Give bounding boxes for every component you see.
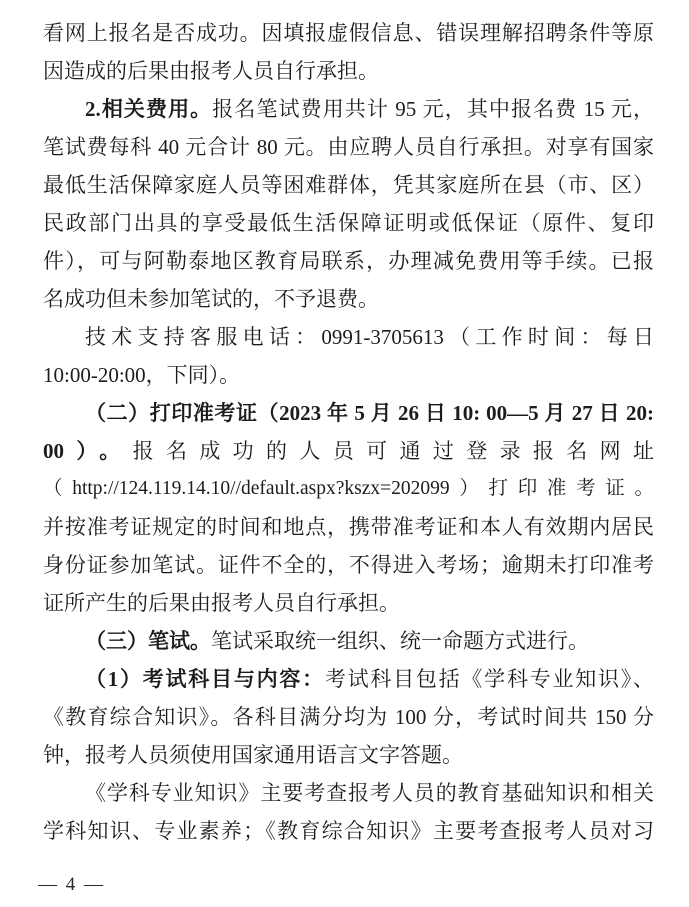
doc-line: [43, 812, 654, 850]
doc-line: [43, 280, 654, 318]
doc-line: [43, 204, 654, 242]
doc-line-text: 技术支持客服电话：0991-3705613（工作时间：每日: [85, 325, 654, 349]
doc-line-text: 学科知识、专业素养；《教育综合知识》主要考查报考人员对习: [43, 819, 654, 843]
doc-line-bold: 00）。: [43, 439, 133, 463]
doc-line: [43, 166, 654, 204]
doc-line-text: 10:00-20:00，下同）。: [43, 363, 241, 387]
doc-line-fee-heading: [43, 90, 654, 128]
doc-line-text: 考试科目包括《学科专业知识》、: [324, 667, 654, 691]
doc-line-text: 报名成功的人员可通过登录报名网址: [132, 439, 654, 463]
doc-line: [43, 546, 654, 584]
doc-line-bold: （三）笔试。: [85, 629, 211, 653]
doc-line-text: 看网上报名是否成功。因填报虚假信息、错误理解招聘条件等原: [43, 21, 654, 45]
doc-line: [43, 356, 654, 394]
doc-line-text: 并按准考证规定的时间和地点，携带准考证和本人有效期内居民: [43, 515, 654, 539]
doc-line: [43, 52, 654, 90]
doc-line-text: 《学科专业知识》主要考查报考人员的教育基础知识和相关: [85, 781, 654, 805]
doc-line: [43, 508, 654, 546]
doc-line: [43, 128, 654, 166]
doc-line-text: 报名笔试费用共计 95 元，其中报名费 15 元，: [212, 97, 654, 121]
doc-line-bold: （二）打印准考证（2023 年 5 月 26 日 10: 00—5 月 27 日 20:: [85, 401, 654, 425]
doc-line-text: 民政部门出具的享受最低生活保障证明或低保证（原件、复印: [43, 211, 654, 235]
doc-line-bold: 2.相关费用。: [85, 97, 213, 121]
doc-line-text: 件），可与阿勒泰地区教育局联系，办理减免费用等手续。已报: [43, 249, 654, 273]
doc-line: [43, 584, 654, 622]
doc-line: [43, 432, 654, 470]
document-page: [43, 14, 654, 850]
doc-line-text: 因造成的后果由报考人员自行承担。: [43, 59, 379, 83]
doc-line-bold: （1）考试科目与内容：: [85, 667, 325, 691]
doc-line-text: 《教育综合知识》。各科目满分均为 100 分，考试时间共 150 分: [43, 705, 654, 729]
doc-line-text: 笔试采取统一组织、统一命题方式进行。: [211, 629, 589, 653]
doc-line-text: 证所产生的后果由报考人员自行承担。: [43, 591, 400, 615]
doc-line-exam-subjects-heading: [43, 660, 654, 698]
doc-line-text: 名成功但未参加笔试的，不予退费。: [43, 287, 379, 311]
doc-line: [43, 698, 654, 736]
doc-line-text: 笔试费每科 40 元合计 80 元。由应聘人员自行承担。对享有国家: [43, 135, 654, 159]
doc-line-text: （http://124.119.14.10//default.aspx?kszx=202099）打印准考证。: [43, 478, 654, 499]
page-number: — 4 —: [38, 874, 105, 895]
doc-line-print-ticket-heading: [43, 394, 654, 432]
doc-line-registration-url: [43, 470, 654, 508]
doc-line-text: 最低生活保障家庭人员等困难群体，凭其家庭所在县（市、区）: [43, 173, 654, 197]
doc-line: [43, 242, 654, 280]
doc-line-text: 钟，报考人员须使用国家通用语言文字答题。: [43, 743, 463, 767]
doc-line: [43, 774, 654, 812]
doc-line: [43, 736, 654, 774]
doc-line-text: 身份证参加笔试。证件不全的，不得进入考场；逾期未打印准考: [43, 553, 654, 577]
doc-line: [43, 14, 654, 52]
doc-line-support-phone: [43, 318, 654, 356]
doc-line-written-exam-heading: [43, 622, 654, 660]
